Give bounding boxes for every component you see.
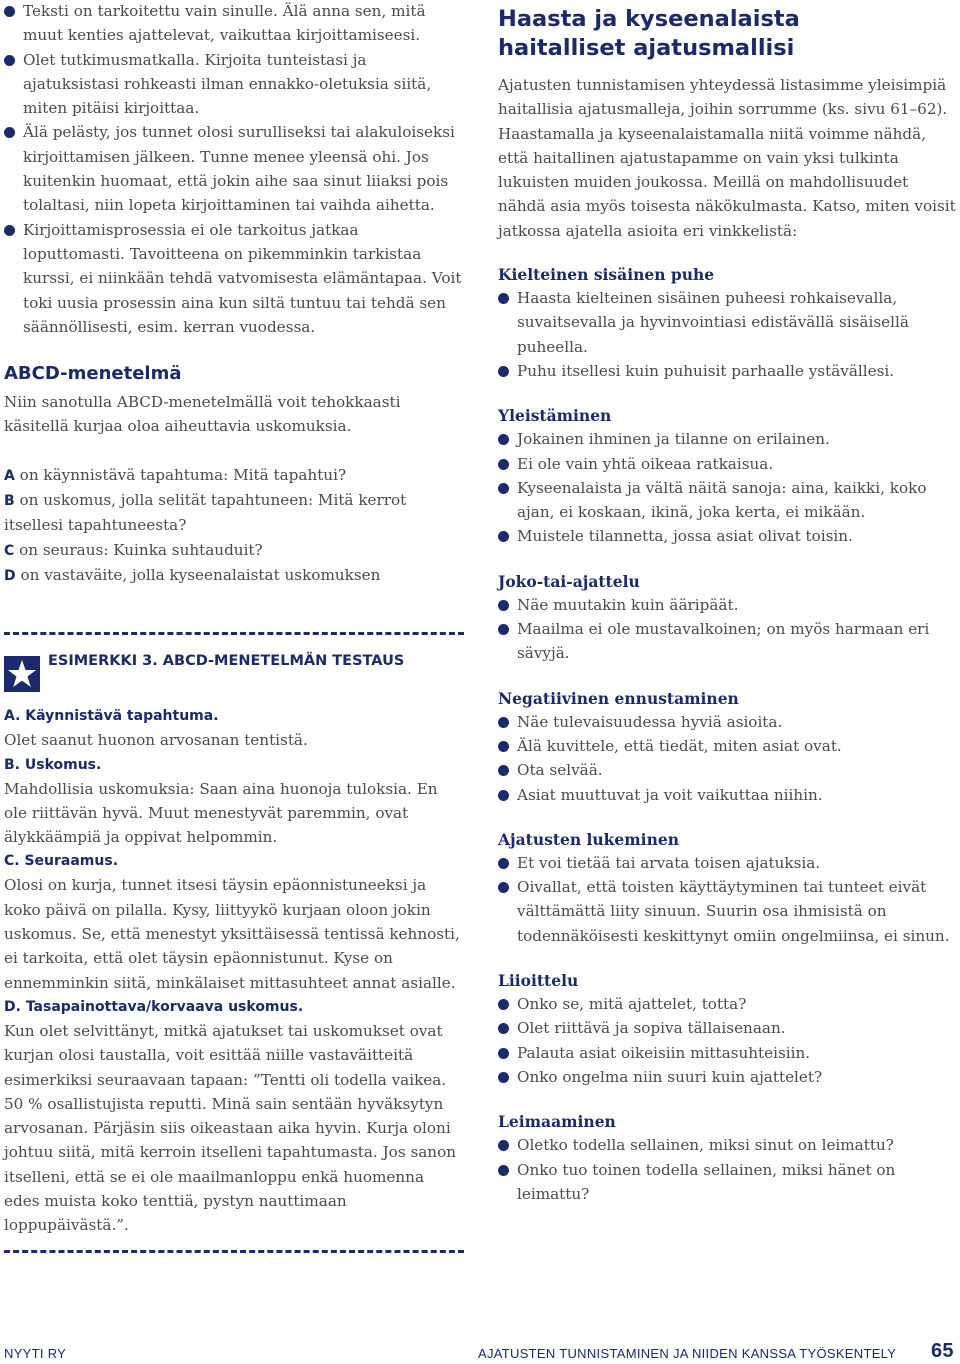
example-step-b-heading: B. Uskomus. xyxy=(4,756,102,773)
bullet-dot xyxy=(498,1048,509,1059)
abcd-item-d: D on vastaväite, jolla kyseenalaistat uskomuksen xyxy=(4,565,381,584)
intro-bullet-list xyxy=(4,0,464,339)
list-item: Näe muutakin kuin ääripäät. xyxy=(498,593,958,617)
bullet-dot xyxy=(498,790,509,801)
example-title: ESIMERKKI 3. ABCD-MENETELMÄN TESTAUS xyxy=(48,653,405,670)
bullet-dot xyxy=(498,741,509,752)
abcd-item-b: B on uskomus, jolla selität tapahtuneen: Mitä kerrot itsellesi tapahtuneesta? xyxy=(4,491,407,535)
section-heading: Joko-tai-ajattelu xyxy=(498,571,640,591)
section-heading: Ajatusten lukeminen xyxy=(498,829,679,849)
right-column xyxy=(498,0,958,1206)
section xyxy=(498,1112,958,1206)
list-item: Et voi tietää tai arvata toisen ajatuksia. xyxy=(498,851,958,875)
abcd-item-c: C on seuraus: Kuinka suhtauduit? xyxy=(4,540,263,559)
section-bullet-list xyxy=(498,593,958,666)
abcd-item-a: A on käynnistävä tapahtuma: Mitä tapahtui? xyxy=(4,465,347,484)
example-body xyxy=(4,704,464,1237)
list-item: Onko se, mitä ajattelet, totta? xyxy=(498,992,958,1016)
list-item: Onko ongelma niin suuri kuin ajattelet? xyxy=(498,1065,958,1089)
bullet-dot xyxy=(4,225,15,236)
section xyxy=(498,265,958,383)
list-item: Palauta asiat oikeisiin mittasuhteisiin. xyxy=(498,1041,958,1065)
section-bullet-list xyxy=(498,992,958,1089)
bullet-dot xyxy=(498,434,509,445)
dashed-divider-top xyxy=(4,632,464,638)
abcd-definitions xyxy=(4,463,464,588)
bullet-dot xyxy=(498,624,509,635)
section xyxy=(498,689,958,807)
left-column xyxy=(4,0,464,1256)
list-item: Puhu itsellesi kuin puhuisit parhaalle ystävällesi. xyxy=(498,359,958,383)
list-item: Älä kuvittele, että tiedät, miten asiat ovat. xyxy=(498,734,958,758)
bullet-dot xyxy=(498,483,509,494)
footer-org: NYYTI RY xyxy=(4,1346,67,1361)
section xyxy=(498,572,958,666)
section-bullet-list xyxy=(498,1133,958,1206)
section xyxy=(498,971,958,1089)
section-bullet-list xyxy=(498,427,958,548)
list-item: Kirjoittamisprosessia ei ole tarkoitus jatkaa loputtomasti. Tavoitteena on pikemminkin tarkistaa kurssi, ei niinkään tehdä vatvomisesta elämäntapaa. Voit toki uusia prosessin aina kun siltä tuntuu tai tehdä sen säännöllisesti, esim. kerran vuodessa. xyxy=(4,218,464,339)
bullet-dot xyxy=(498,717,509,728)
list-item: Olet tutkimusmatkalla. Kirjoita tunteistasi ja ajatuksistasi rohkeasti ilman ennakko-oletuksia siitä, miten pitäisi kirjoittaa. xyxy=(4,48,464,121)
dashed-divider-bottom xyxy=(4,1250,464,1256)
abcd-intro: Niin sanotulla ABCD-menetelmällä voit tehokkaasti käsitellä kurjaa oloa aiheuttavia uskomuksia. xyxy=(4,393,401,436)
bullet-dot xyxy=(498,1023,509,1034)
section xyxy=(498,406,958,548)
list-item: Oivallat, että toisten käyttäytyminen tai tunteet eivät välttämättä liity sinuun. Suurin osa ihmisistä on todennäköisesti keskittynyt omiin ongelmiinsa, ei sinun. xyxy=(498,875,958,948)
example-step-c-text: Olosi on kurja, tunnet itsesi täysin epäonnistuneeksi ja koko päivä on pilalla. Kysy, liittyykö kurjaan oloon jokin uskomus. Se, että menestyt yksittäisessä tentissä kehnosti, ei tarkoita, että olet täysin epäonnistunut. Kyse on ennemminkin siitä, minkälaiset mittasuhteet annat asialle. xyxy=(4,876,460,992)
list-item: Näe tulevaisuudessa hyviä asioita. xyxy=(498,710,958,734)
example-step-d-heading: D. Tasapainottava/korvaava uskomus. xyxy=(4,998,304,1015)
bullet-dot xyxy=(498,858,509,869)
section-heading: Kielteinen sisäinen puhe xyxy=(498,265,715,285)
list-item: Ota selvää. xyxy=(498,758,958,782)
example-step-a-heading: A. Käynnistävä tapahtuma. xyxy=(4,708,219,725)
section-heading: Liioittelu xyxy=(498,971,579,991)
example-step-b-text: Mahdollisia uskomuksia: Saan aina huonoja tuloksia. En ole riittävän hyvä. Muut menestyvät paremmin, ovat älykkäämpiä ja oppivat helpommin. xyxy=(4,779,438,847)
bullet-dot xyxy=(498,531,509,542)
list-item: Älä pelästy, jos tunnet olosi surulliseksi tai alakuloiseksi kirjoittamisen jälkeen. Tunne menee yleensä ohi. Jos kuitenkin huomaat, että jokin aihe saa sinut liiaksi pois tolaltasi, niin lopeta kirjoittaminen tai vaihda aihetta. xyxy=(4,120,464,217)
example-step-c-heading: C. Seuraamus. xyxy=(4,853,119,870)
list-item: Jokainen ihminen ja tilanne on erilainen. xyxy=(498,427,958,451)
bullet-dot xyxy=(498,882,509,893)
section-heading: Yleistäminen xyxy=(498,406,612,426)
list-item: Maailma ei ole mustavalkoinen; on myös harmaan eri sävyjä. xyxy=(498,617,958,666)
list-item: Onko tuo toinen todella sellainen, miksi hänet on leimattu? xyxy=(498,1158,958,1207)
bullet-dot xyxy=(498,999,509,1010)
section-heading: Negatiivinen ennustaminen xyxy=(498,688,739,708)
bullet-dot xyxy=(498,293,509,304)
list-item: Ei ole vain yhtä oikeaa ratkaisua. xyxy=(498,452,958,476)
distortion-sections xyxy=(498,265,958,1206)
example-step-a-text: Olet saanut huonon arvosanan tentistä. xyxy=(4,731,308,750)
list-item: Asiat muuttuvat ja voit vaikuttaa niihin. xyxy=(498,783,958,807)
bullet-dot xyxy=(498,1140,509,1151)
section-heading: Leimaaminen xyxy=(498,1112,616,1132)
section-bullet-list xyxy=(498,710,958,807)
bullet-dot xyxy=(498,765,509,776)
bullet-dot xyxy=(498,600,509,611)
bullet-dot xyxy=(498,459,509,470)
footer-title: AJATUSTEN TUNNISTAMINEN JA NIIDEN KANSSA TYÖSKENTELY xyxy=(478,1346,897,1361)
star-icon xyxy=(4,656,40,692)
section-bullet-list xyxy=(498,851,958,948)
abcd-heading: ABCD-menetelmä xyxy=(4,363,182,385)
section xyxy=(498,830,958,948)
example-step-d-text: Kun olet selvittänyt, mitkä ajatukset tai uskomukset ovat kurjan olosi taustalla, voit esittää niille vastaväitteitä esimerkiksi seuraavaan tapaan: ”Tentti oli todella vaikea. 50 % osallistujista reputti. Minä sain sentään hyväksytyn arvosanan. Pärjäsin siis oikeastaan aika hyvin. Kurja oloni johtuu siitä, mitä kerroin itselleni tapahtumasta. Jos sanon itselleni, että se ei ole maailmanloppu enkä huomenna edes muista koko tenttiä, pystyn nauttimaan loppupäivästä.”. xyxy=(4,1021,456,1235)
list-item: Haasta kielteinen sisäinen puheesi rohkaisevalla, suvaitsevalla ja hyvinvointiasi edistävällä sisäisellä puheella. xyxy=(498,286,958,359)
page-title: Haasta ja kyseenalaista haitalliset ajatusmallisi xyxy=(498,6,800,61)
list-item: Kyseenalaista ja vältä näitä sanoja: aina, kaikki, koko ajan, ei koskaan, ikinä, joka kerta, ei mikään. xyxy=(498,476,958,525)
bullet-dot xyxy=(4,127,15,138)
list-item: Muistele tilannetta, jossa asiat olivat toisin. xyxy=(498,524,958,548)
list-item: Teksti on tarkoitettu vain sinulle. Älä anna sen, mitä muut kenties ajattelevat, vaikuttaa kirjoittamiseesi. xyxy=(4,0,464,48)
bullet-dot xyxy=(498,1165,509,1176)
list-item: Oletko todella sellainen, miksi sinut on leimattu? xyxy=(498,1133,958,1157)
bullet-dot xyxy=(4,6,15,17)
bullet-dot xyxy=(498,1072,509,1083)
list-item: Olet riittävä ja sopiva tällaisenaan. xyxy=(498,1016,958,1040)
example-header xyxy=(4,650,464,698)
page-number: 65 xyxy=(931,1340,954,1362)
bullet-dot xyxy=(4,55,15,66)
bullet-dot xyxy=(498,366,509,377)
right-intro: Ajatusten tunnistamisen yhteydessä listasimme yleisimpiä haitallisia ajatusmalleja, joihin sorrumme (ks. sivu 61–62). Haastamalla ja kyseenalaistamalla niitä voimme nähdä, että haitallinen ajatustapamme on vain yksi tulkinta lukuisten muiden joukossa. Meillä on mahdollisuudet nähdä asia myös toisesta näkökulmasta. Katso, miten voisit jatkossa ajatella asioita eri vinkkelistä: xyxy=(498,76,956,240)
section-bullet-list xyxy=(498,286,958,383)
